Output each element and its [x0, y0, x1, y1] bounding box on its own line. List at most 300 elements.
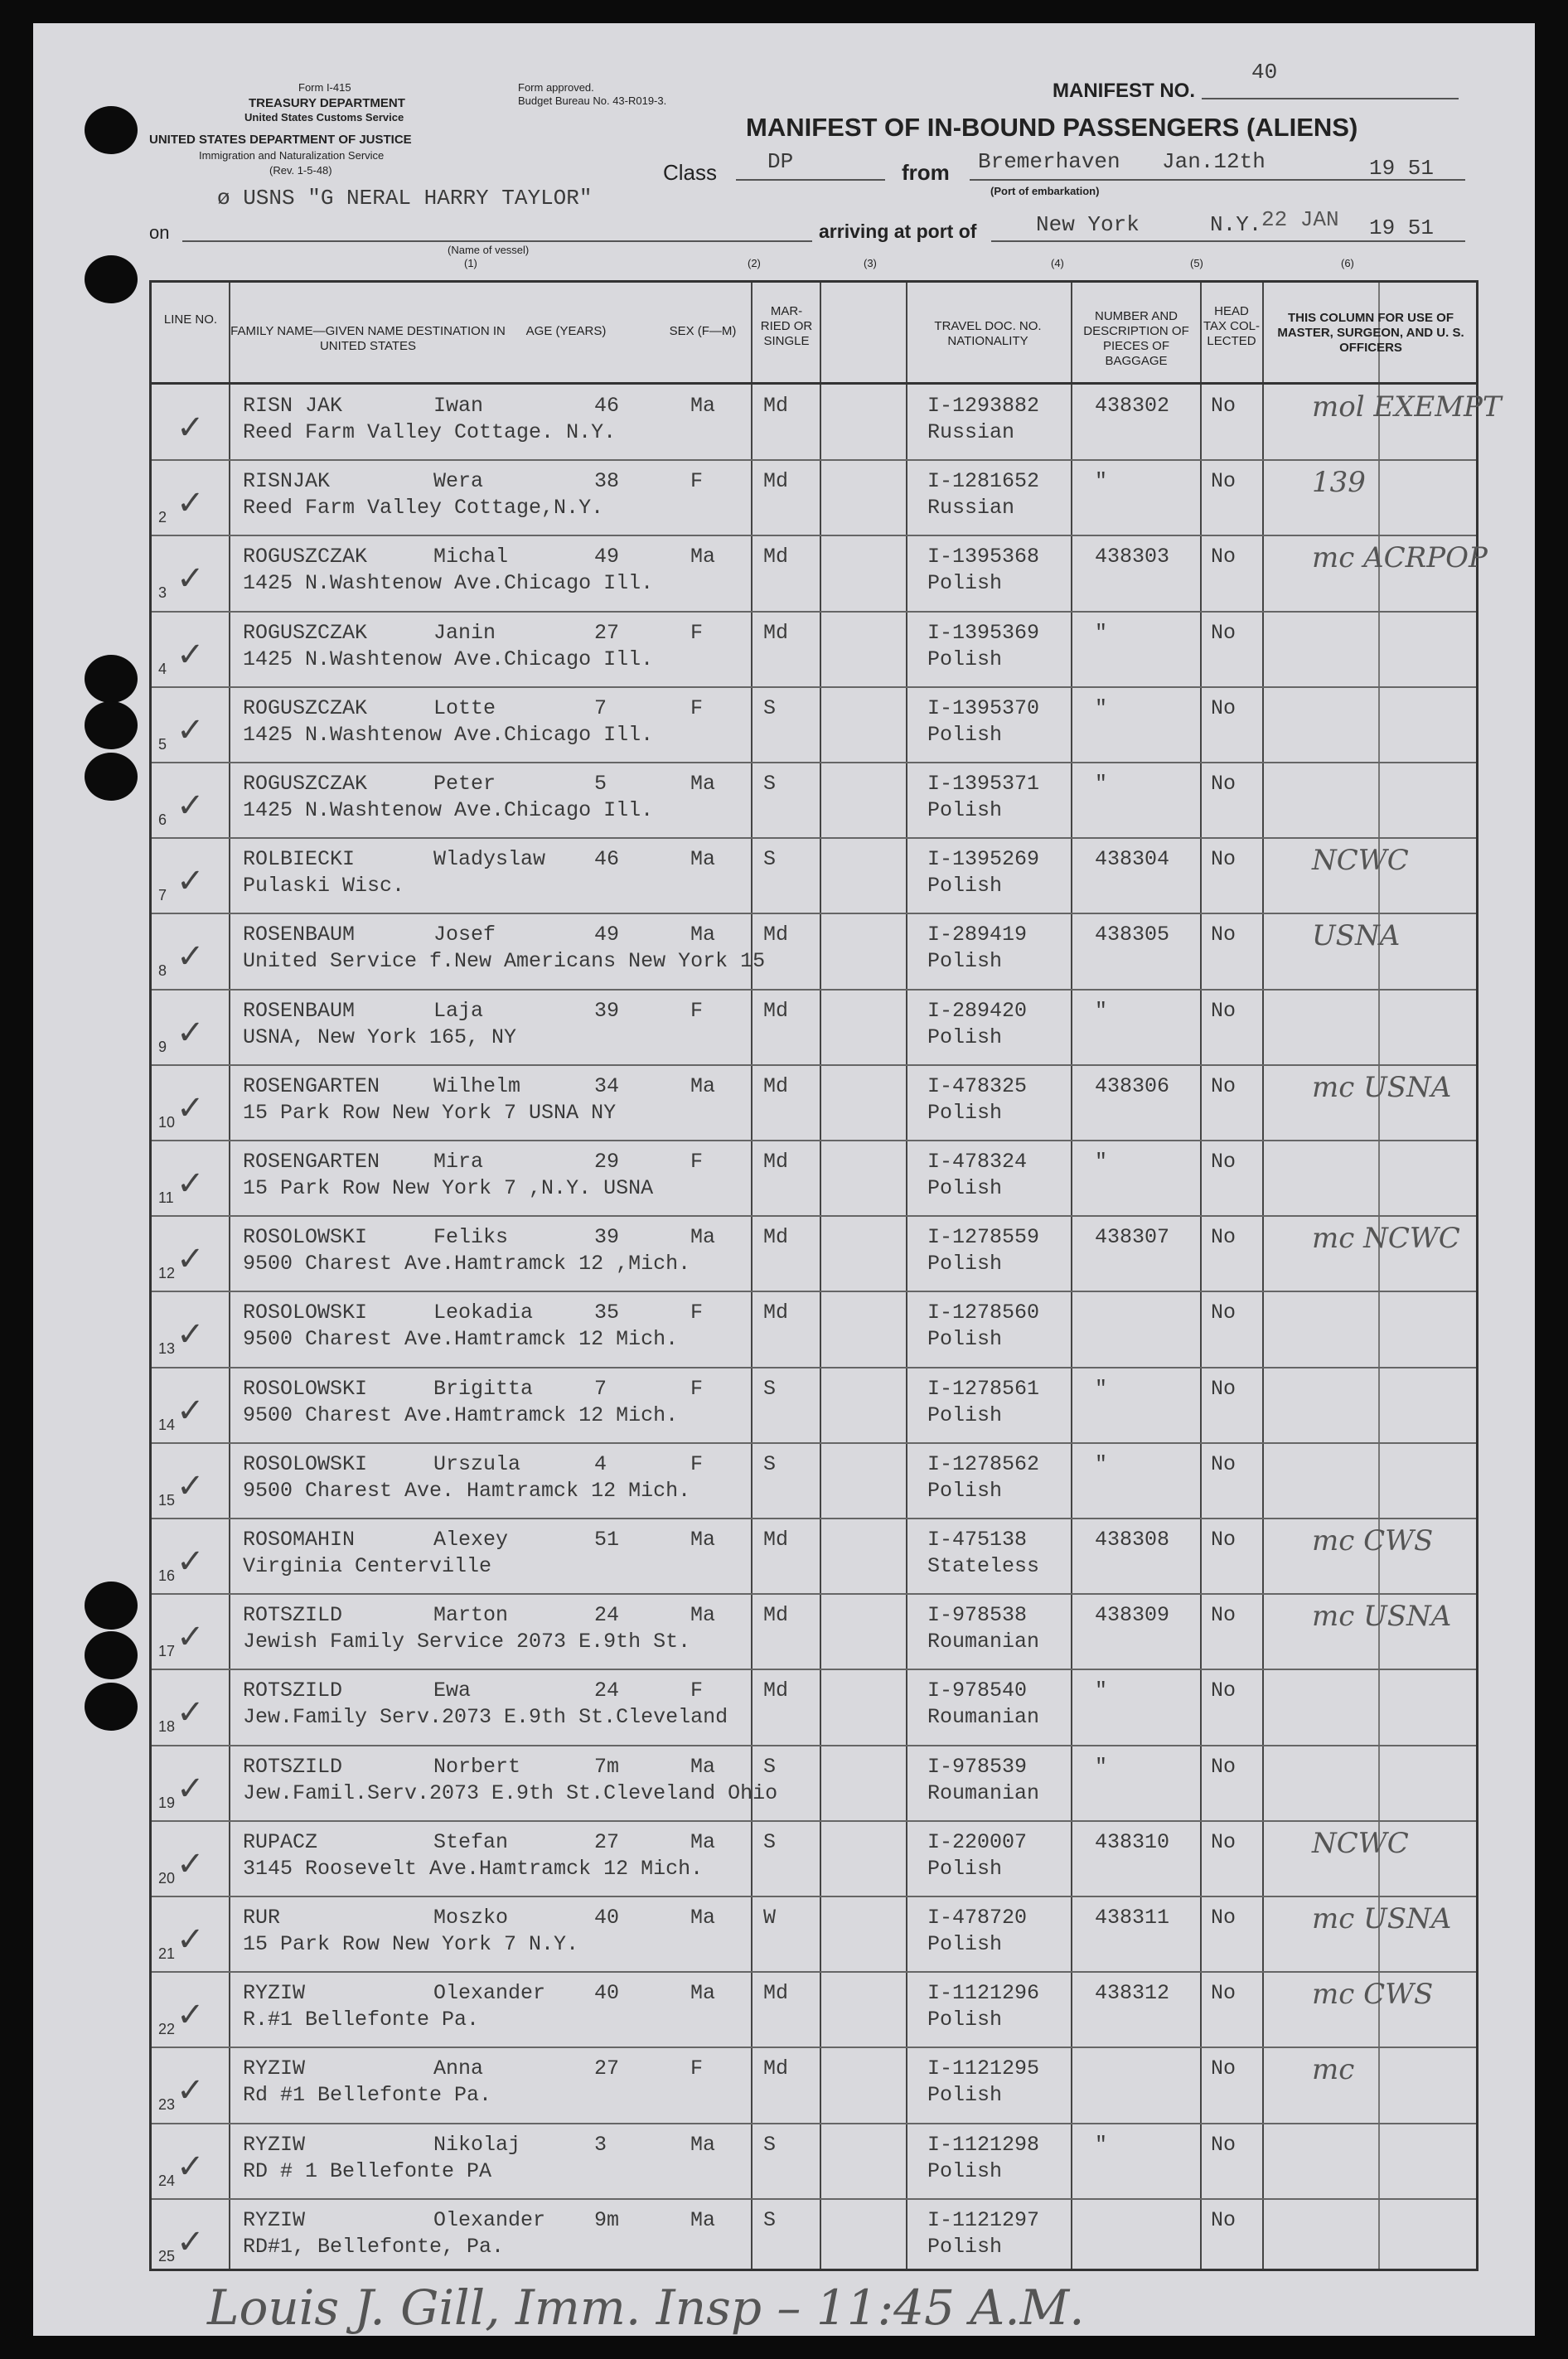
- sex: Ma: [690, 394, 716, 418]
- baggage: ": [1095, 695, 1108, 720]
- marital-status: S: [763, 1754, 777, 1779]
- head-tax: No: [1211, 1603, 1236, 1628]
- marital-status: Md: [763, 545, 789, 569]
- vessel-caption: (Name of vessel): [448, 244, 530, 256]
- arriving-date: 22 JAN: [1261, 207, 1339, 232]
- col-sex: SEX (F—M): [669, 324, 737, 338]
- checkmark-icon: ✓: [177, 2222, 205, 2261]
- family-name: ROGUSZCZAK: [243, 772, 368, 796]
- family-name: ROSENGARTEN: [243, 1150, 380, 1174]
- arriving-port: New York: [1036, 212, 1140, 237]
- punch-hole: [85, 1631, 138, 1679]
- arriving-label: arriving at port of: [819, 220, 977, 242]
- head-tax: No: [1211, 1451, 1236, 1476]
- marital-status: Md: [763, 1528, 789, 1552]
- page-title: MANIFEST OF IN-BOUND PASSENGERS (ALIENS): [746, 113, 1358, 142]
- family-name: RYZIW: [243, 2207, 306, 2232]
- nationality: Roumanian: [927, 1780, 1040, 1805]
- age: 39: [594, 998, 620, 1023]
- destination: Jewish Family Service 2073 E.9th St.: [243, 1630, 691, 1654]
- travel-doc-no: I-1121297: [927, 2207, 1040, 2232]
- manifest-no-label: MANIFEST NO.: [1053, 80, 1195, 102]
- given-name: Wilhelm: [433, 1073, 521, 1098]
- family-name: ROLBIECKI: [243, 847, 356, 872]
- line-number: 8: [158, 962, 167, 980]
- marital-status: S: [763, 1451, 777, 1476]
- nationality: Polish: [927, 1402, 1003, 1427]
- destination: R.#1 Bellefonte Pa.: [243, 2008, 480, 2032]
- travel-doc-no: I-220007: [927, 1829, 1028, 1854]
- given-name: Michal: [433, 545, 509, 569]
- marital-status: S: [763, 772, 777, 796]
- table-row: [152, 384, 1502, 461]
- checkmark-icon: ✓: [177, 1315, 205, 1354]
- sex: F: [690, 1678, 704, 1703]
- destination: Rd #1 Bellefonte Pa.: [243, 2083, 492, 2108]
- col-line-no: LINE NO.: [163, 312, 218, 327]
- marital-status: Md: [763, 923, 789, 947]
- travel-doc-no: I-1395368: [927, 545, 1040, 569]
- marital-status: S: [763, 2132, 777, 2157]
- travel-doc-no: I-1278562: [927, 1451, 1040, 1476]
- checkmark-icon: ✓: [177, 2147, 205, 2186]
- table-row: [152, 1669, 1476, 1746]
- nationality: Polish: [927, 647, 1003, 671]
- given-name: Mira: [433, 1150, 484, 1174]
- family-name: ROSOLOWSKI: [243, 1301, 368, 1325]
- marital-status: Md: [763, 469, 789, 494]
- head-tax: No: [1211, 1678, 1236, 1703]
- travel-doc-no: I-1395371: [927, 772, 1040, 796]
- marital-status: Md: [763, 1150, 789, 1174]
- marital-status: Md: [763, 1678, 789, 1703]
- family-name: RISNJAK: [243, 469, 331, 494]
- col-travel: TRAVEL DOC. NO. NATIONALITY: [934, 319, 1042, 348]
- destination: 1425 N.Washtenow Ave.Chicago Ill.: [243, 722, 654, 747]
- nationality: Polish: [927, 949, 1003, 974]
- head-tax: No: [1211, 545, 1236, 569]
- punch-hole: [85, 1683, 138, 1731]
- col-num: (4): [1051, 257, 1064, 269]
- marital-status: S: [763, 695, 777, 720]
- family-name: RUPACZ: [243, 1829, 318, 1854]
- age: 27: [594, 1829, 620, 1854]
- age: 5: [594, 772, 607, 796]
- destination: 1425 N.Washtenow Ave.Chicago Ill.: [243, 571, 654, 596]
- sex: Ma: [690, 1829, 716, 1854]
- age: 24: [594, 1678, 620, 1703]
- officer-notes: mc: [1312, 2053, 1355, 2087]
- marital-status: S: [763, 1376, 777, 1401]
- head-tax: No: [1211, 1225, 1236, 1250]
- sex: Ma: [690, 1981, 716, 2006]
- table-row: [152, 459, 1476, 536]
- punch-hole: [85, 1582, 138, 1630]
- head-tax: No: [1211, 394, 1236, 418]
- head-tax: No: [1211, 1073, 1236, 1098]
- destination: 15 Park Row New York 7 USNA NY: [243, 1100, 617, 1125]
- head-tax: No: [1211, 1981, 1236, 2006]
- line-number: 2: [158, 509, 167, 526]
- family-name: RYZIW: [243, 2056, 306, 2081]
- family-name: ROSENGARTEN: [243, 1073, 380, 1098]
- family-name: ROTSZILD: [243, 1603, 343, 1628]
- destination: Reed Farm Valley Cottage. N.Y.: [243, 420, 617, 444]
- nationality: Russian: [927, 496, 1015, 521]
- age: 7m: [594, 1754, 620, 1779]
- officer-notes: NCWC: [1312, 1826, 1409, 1860]
- marital-status: Md: [763, 1301, 789, 1325]
- family-name: ROSOLOWSKI: [243, 1225, 368, 1250]
- destination: United Service f.New Americans New York 15: [243, 949, 766, 974]
- nationality: Polish: [927, 1327, 1003, 1352]
- line-number: 20: [158, 1869, 176, 1887]
- sex: F: [690, 2056, 704, 2081]
- given-name: Leokadia: [433, 1301, 534, 1325]
- destination: 1425 N.Washtenow Ave.Chicago Ill.: [243, 647, 654, 671]
- age: 39: [594, 1225, 620, 1250]
- destination: 9500 Charest Ave.Hamtramck 12 Mich.: [243, 1327, 679, 1352]
- nationality: Polish: [927, 874, 1003, 899]
- punch-hole: [85, 753, 138, 801]
- line-number: 15: [158, 1491, 176, 1509]
- checkmark-icon: ✓: [177, 1466, 205, 1505]
- baggage: ": [1095, 1754, 1108, 1779]
- age: 3: [594, 2132, 607, 2157]
- line-number: 12: [158, 1265, 176, 1282]
- line-number: 5: [158, 735, 167, 753]
- punch-hole: [85, 255, 138, 303]
- given-name: Wera: [433, 469, 484, 494]
- baggage: 438312: [1095, 1981, 1170, 2006]
- age: 35: [594, 1301, 620, 1325]
- given-name: Brigitta: [433, 1376, 534, 1401]
- nationality: Polish: [927, 1932, 1003, 1956]
- given-name: Norbert: [433, 1754, 521, 1779]
- age: 27: [594, 620, 620, 645]
- destination: Reed Farm Valley Cottage,N.Y.: [243, 496, 604, 521]
- sex: F: [690, 1301, 704, 1325]
- travel-doc-no: I-978538: [927, 1603, 1028, 1628]
- travel-doc-no: I-1281652: [927, 469, 1040, 494]
- vessel-name: ø USNS "G NERAL HARRY TAYLOR": [217, 186, 593, 211]
- given-name: Nikolaj: [433, 2132, 521, 2157]
- head-tax: No: [1211, 998, 1236, 1023]
- table-row: [152, 1442, 1476, 1519]
- sex: Ma: [690, 1906, 716, 1930]
- budget-bureau: Budget Bureau No. 43-R019-3.: [518, 94, 667, 107]
- marital-status: Md: [763, 1073, 789, 1098]
- given-name: Marton: [433, 1603, 509, 1628]
- travel-doc-no: I-289419: [927, 923, 1028, 947]
- head-tax: No: [1211, 847, 1236, 872]
- marital-status: Md: [763, 2056, 789, 2081]
- table-row: [152, 1971, 1476, 2048]
- age: 9m: [594, 2207, 620, 2232]
- baggage: 438309: [1095, 1603, 1170, 1628]
- age: 46: [594, 394, 620, 418]
- immigration-service: Immigration and Naturalization Service: [199, 149, 385, 162]
- checkmark-icon: ✓: [177, 937, 205, 976]
- line-number: 19: [158, 1794, 176, 1811]
- head-tax: No: [1211, 1301, 1236, 1325]
- family-name: ROGUSZCZAK: [243, 545, 368, 569]
- head-tax: No: [1211, 772, 1236, 796]
- given-name: Olexander: [433, 1981, 546, 2006]
- table-row: [152, 913, 1476, 990]
- line-number: 14: [158, 1416, 176, 1433]
- head-tax: No: [1211, 923, 1236, 947]
- table-row: [152, 837, 1476, 914]
- destination: 3145 Roosevelt Ave.Hamtramck 12 Mich.: [243, 1856, 704, 1881]
- officer-notes: 139: [1312, 466, 1366, 500]
- travel-doc-no: I-289420: [927, 998, 1028, 1023]
- nationality: Polish: [927, 2158, 1003, 2183]
- head-tax: No: [1211, 1528, 1236, 1552]
- table-row: [152, 1896, 1476, 1973]
- given-name: Moszko: [433, 1906, 509, 1930]
- baggage: ": [1095, 998, 1108, 1023]
- nationality: Roumanian: [927, 1705, 1040, 1730]
- nationality: Stateless: [927, 1554, 1040, 1578]
- checkmark-icon: ✓: [177, 1240, 205, 1279]
- baggage: 438307: [1095, 1225, 1170, 1250]
- customs-service: United States Customs Service: [244, 111, 404, 124]
- head-tax: No: [1211, 1150, 1236, 1174]
- year-1: 19 51: [1369, 156, 1435, 181]
- line-number: 16: [158, 1567, 176, 1584]
- col-age: AGE (YEARS): [525, 324, 607, 338]
- head-tax: No: [1211, 469, 1236, 494]
- travel-doc-no: I-1278560: [927, 1301, 1040, 1325]
- destination: 9500 Charest Ave.Hamtramck 12 ,Mich.: [243, 1252, 691, 1276]
- punch-hole: [85, 701, 138, 749]
- checkmark-icon: ✓: [177, 484, 205, 523]
- nationality: Polish: [927, 2083, 1003, 2108]
- line-number: 7: [158, 887, 167, 904]
- given-name: Peter: [433, 772, 496, 796]
- given-name: Lotte: [433, 695, 496, 720]
- from-date: Jan.12th: [1162, 149, 1266, 174]
- destination: Jew.Family Serv.2073 E.9th St.Cleveland: [243, 1705, 728, 1730]
- given-name: Urszula: [433, 1451, 521, 1476]
- family-name: RYZIW: [243, 1981, 306, 2006]
- baggage: 438305: [1095, 923, 1170, 947]
- age: 40: [594, 1906, 620, 1930]
- table-row: [152, 2198, 1476, 2274]
- marital-status: S: [763, 847, 777, 872]
- head-tax: No: [1211, 1829, 1236, 1854]
- sex: Ma: [690, 1225, 716, 1250]
- line-number: 23: [158, 2096, 176, 2114]
- travel-doc-no: I-478325: [927, 1073, 1028, 1098]
- destination: 15 Park Row New York 7 ,N.Y. USNA: [243, 1176, 654, 1200]
- col-officers: THIS COLUMN FOR USE OF MASTER, SURGEON, AND U. S. OFFICERS: [1277, 311, 1464, 355]
- given-name: Stefan: [433, 1829, 509, 1854]
- baggage: ": [1095, 772, 1108, 796]
- baggage: 438306: [1095, 1073, 1170, 1098]
- nationality: Roumanian: [927, 1630, 1040, 1654]
- given-name: Josef: [433, 923, 496, 947]
- nationality: Polish: [927, 1856, 1003, 1881]
- head-tax: No: [1211, 695, 1236, 720]
- checkmark-icon: ✓: [177, 1618, 205, 1657]
- head-tax: No: [1211, 2207, 1236, 2232]
- officer-notes: NCWC: [1312, 844, 1409, 878]
- baggage: ": [1095, 1678, 1108, 1703]
- col-num: (5): [1190, 257, 1203, 269]
- checkmark-icon: ✓: [177, 1693, 205, 1732]
- given-name: Feliks: [433, 1225, 509, 1250]
- travel-doc-no: I-1121298: [927, 2132, 1040, 2157]
- given-name: Laja: [433, 998, 484, 1023]
- marital-status: Md: [763, 394, 789, 418]
- checkmark-icon: ✓: [177, 1391, 205, 1430]
- checkmark-icon: ✓: [177, 635, 205, 674]
- baggage: 438303: [1095, 545, 1170, 569]
- sex: Ma: [690, 2132, 716, 2157]
- destination: 9500 Charest Ave. Hamtramck 12 Mich.: [243, 1478, 691, 1503]
- marital-status: Md: [763, 1603, 789, 1628]
- age: 49: [594, 545, 620, 569]
- family-name: ROSENBAUM: [243, 998, 356, 1023]
- destination: 9500 Charest Ave.Hamtramck 12 Mich.: [243, 1402, 679, 1427]
- sex: Ma: [690, 923, 716, 947]
- marital-status: S: [763, 1829, 777, 1854]
- table-row: [152, 1745, 1476, 1822]
- nationality: Polish: [927, 1252, 1003, 1276]
- sex: F: [690, 1451, 704, 1476]
- punch-hole: [85, 106, 138, 154]
- travel-doc-no: I-1121295: [927, 2056, 1040, 2081]
- nationality: Russian: [927, 420, 1015, 444]
- travel-doc-no: I-475138: [927, 1528, 1028, 1552]
- table-row: [152, 1593, 1476, 1670]
- class-value: DP: [767, 149, 794, 174]
- family-name: RYZIW: [243, 2132, 306, 2157]
- sex: F: [690, 469, 704, 494]
- col-married: MAR- RIED OR SINGLE: [760, 304, 813, 348]
- line-number: 9: [158, 1038, 167, 1055]
- travel-doc-no: I-478720: [927, 1906, 1028, 1930]
- sex: Ma: [690, 1528, 716, 1552]
- travel-doc-no: I-1395370: [927, 695, 1040, 720]
- table-row: [152, 2123, 1476, 2200]
- nationality: Polish: [927, 1478, 1003, 1503]
- line-number: 3: [158, 584, 167, 602]
- officer-notes: mc USNA: [1312, 1902, 1452, 1935]
- travel-doc-no: I-1121296: [927, 1981, 1040, 2006]
- travel-doc-no: I-978540: [927, 1678, 1028, 1703]
- sex: Ma: [690, 1754, 716, 1779]
- sex: Ma: [690, 1073, 716, 1098]
- given-name: Janin: [433, 620, 496, 645]
- marital-status: Md: [763, 1225, 789, 1250]
- head-tax: No: [1211, 1376, 1236, 1401]
- age: 7: [594, 695, 607, 720]
- marital-status: Md: [763, 620, 789, 645]
- baggage: 438311: [1095, 1906, 1170, 1930]
- line-number: 22: [158, 2021, 176, 2038]
- age: 38: [594, 469, 620, 494]
- checkmark-icon: ✓: [177, 787, 205, 825]
- officer-notes: mc USNA: [1312, 1070, 1452, 1104]
- nationality: Polish: [927, 2008, 1003, 2032]
- given-name: Iwan: [433, 394, 484, 418]
- col-baggage: NUMBER AND DESCRIPTION OF PIECES OF BAGGAGE: [1083, 309, 1189, 368]
- table-row: [152, 1140, 1476, 1217]
- head-tax: No: [1211, 1906, 1236, 1930]
- checkmark-icon: ✓: [177, 1088, 205, 1127]
- age: 29: [594, 1150, 620, 1174]
- family-name: ROSOMAHIN: [243, 1528, 356, 1552]
- family-name: ROSOLOWSKI: [243, 1451, 368, 1476]
- form-number: Form I-415: [298, 81, 351, 94]
- checkmark-icon: ✓: [177, 710, 205, 749]
- sex: Ma: [690, 545, 716, 569]
- col-num: (2): [748, 257, 761, 269]
- marital-status: W: [763, 1906, 777, 1930]
- baggage: ": [1095, 620, 1108, 645]
- family-name: ROSENBAUM: [243, 923, 356, 947]
- checkmark-icon: ✓: [177, 862, 205, 901]
- table-row: [152, 686, 1476, 763]
- baggage: ": [1095, 1376, 1108, 1401]
- head-tax: No: [1211, 1754, 1236, 1779]
- table-row: [152, 611, 1476, 688]
- checkmark-icon: ✓: [177, 1844, 205, 1883]
- table-row: [152, 535, 1488, 612]
- checkmark-icon: ✓: [177, 1996, 205, 2035]
- line-number: 11: [158, 1189, 174, 1206]
- head-tax: No: [1211, 2132, 1236, 2157]
- travel-doc-no: I-1278561: [927, 1376, 1040, 1401]
- table-row: [152, 1367, 1476, 1444]
- given-name: Anna: [433, 2056, 484, 2081]
- age: 40: [594, 1981, 620, 2006]
- age: 4: [594, 1451, 607, 1476]
- officer-notes: mc NCWC: [1312, 1222, 1460, 1256]
- age: 24: [594, 1603, 620, 1628]
- from-label: from: [902, 160, 950, 185]
- checkmark-icon: ✓: [177, 409, 205, 447]
- baggage: 438308: [1095, 1528, 1170, 1552]
- col-num: (1): [464, 257, 477, 269]
- family-name: RISN JAK: [243, 394, 343, 418]
- from-port: Bremerhaven: [978, 149, 1120, 174]
- arriving-state: N.Y.: [1210, 212, 1262, 237]
- travel-doc-no: I-978539: [927, 1754, 1028, 1779]
- table-row: [152, 1215, 1476, 1292]
- destination: RD # 1 Bellefonte PA: [243, 2158, 492, 2183]
- manifest-no: 40: [1251, 60, 1278, 85]
- officer-notes: USNA: [1312, 919, 1401, 953]
- line-number: 24: [158, 2172, 176, 2189]
- checkmark-icon: ✓: [177, 1921, 205, 1959]
- travel-doc-no: I-1278559: [927, 1225, 1040, 1250]
- on-label: on: [149, 222, 170, 243]
- line-number: 13: [158, 1340, 176, 1358]
- age: 46: [594, 847, 620, 872]
- destination: Jew.Famil.Serv.2073 E.9th St.Cleveland Ohio: [243, 1780, 778, 1805]
- travel-doc-no: I-1293882: [927, 394, 1040, 418]
- checkmark-icon: ✓: [177, 1013, 205, 1052]
- col-num: (3): [864, 257, 877, 269]
- nationality: Polish: [927, 2234, 1003, 2259]
- destination: 15 Park Row New York 7 N.Y.: [243, 1932, 579, 1956]
- destination: 1425 N.Washtenow Ave.Chicago Ill.: [243, 798, 654, 822]
- baggage: ": [1095, 1150, 1108, 1174]
